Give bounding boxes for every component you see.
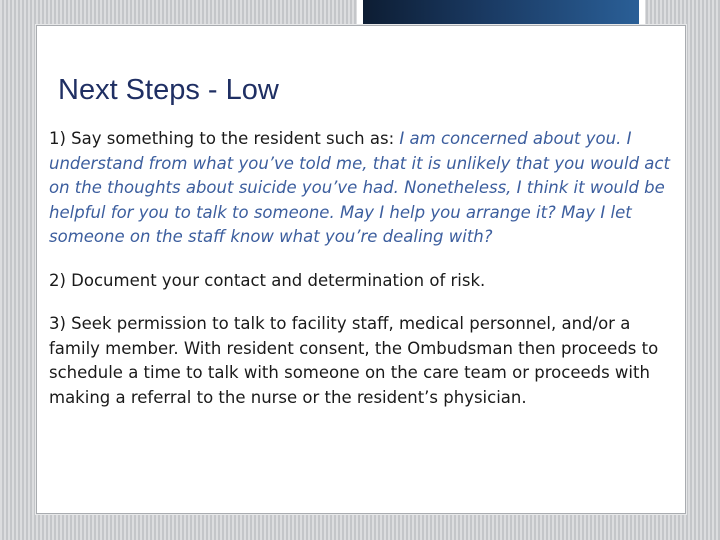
step-2-paragraph: 2) Document your contact and determination of risk. [49,270,486,290]
slide-body [49,127,679,429]
page-title: Next Steps - Low [58,74,279,106]
step-1-paragraph [49,127,679,250]
step-1-prefix: 1) Say something to the resident such as: [49,129,400,148]
content-panel [36,25,686,514]
step-3-paragraph: 3) Seek permission to talk to facility staff, medical personnel, and/or a family member. With resident consent, the Ombudsman then proceeds to schedule a time to talk with someone on the care team or proceeds with making a referral to the nurse or the resident’s physician. [49,314,659,407]
step-1-quote: I am concerned about you. I understand from what you’ve told me, that it is unlikely that you would act on the thoughts about suicide you’ve had. Nonetheless, I think it would be helpful for you to talk to someone. May I help you arrange it? May I let someone on the staff know what you’re dealing with? [49,129,670,246]
